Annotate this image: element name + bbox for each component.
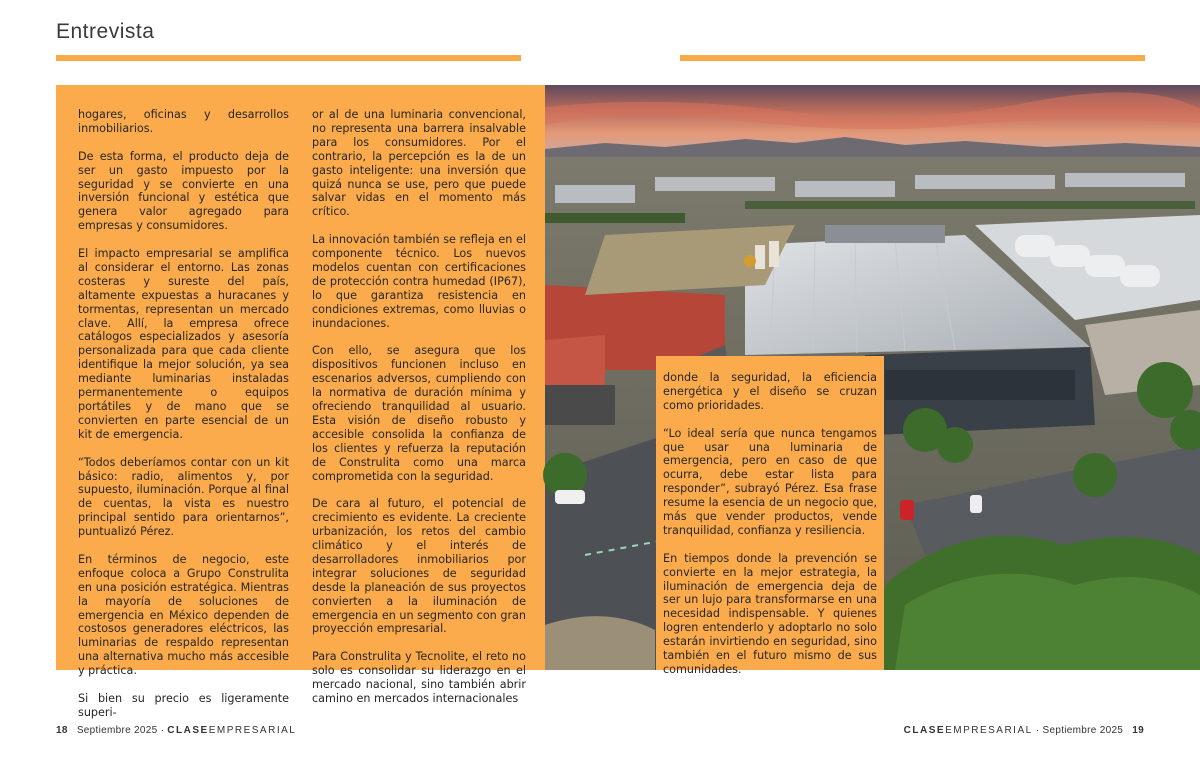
paragraph: En términos de negocio, este enfoque coloca a Grupo Construlita en una posición estratégica. Mientras la mayoría de soluciones de emergencia en México dependen de costosos generadores eléctricos, las luminarias de respaldo representan una alternativa mucho más accesible y práctica. <box>78 552 289 678</box>
paragraph: Para Construlita y Tecnolite, el reto no solo es consolidar su liderazgo en el mercado nacional, sino también abrir camino en mercados internacionales <box>312 650 526 705</box>
footer-brand: CLASEEMPRESARIAL <box>903 725 1033 736</box>
paragraph: En tiempos donde la prevención se convierte en la mejor estrategia, la iluminación de emergencia deja de ser un lujo para transformarse en una necesidad indispensable. Y quienes logren entenderlo y adoptarlo no solo estarán invirtiendo en seguridad, sino también en el futuro mismo de sus comunidades. <box>663 551 877 676</box>
page-number: 18 <box>56 725 68 736</box>
section-title: Entrevista <box>56 20 155 43</box>
paragraph: Si bien su precio es ligeramente superi- <box>78 691 289 719</box>
page-number: 19 <box>1132 725 1144 736</box>
header-rule-left <box>56 55 521 61</box>
paragraph: Con ello, se asegura que los dispositivos funcionen incluso en escenarios adversos, cumpliendo con la normativa de duración mínima y ofreciendo tranquilidad al usuario. Esta visión de diseño robusto y accesible consolida la confianza de los clientes y refuerza la reputación de Construlita como una marca comprometida con la seguridad. <box>312 344 526 483</box>
article-column-3 <box>663 371 877 676</box>
header-rule-right <box>680 55 1145 61</box>
paragraph: hogares, oficinas y desarrollos inmobiliarios. <box>78 108 289 135</box>
footer-brand: CLASEEMPRESARIAL <box>167 725 297 736</box>
paragraph: La innovación también se refleja en el componente técnico. Los nuevos modelos cuentan con certificaciones de protección contra humedad (IP67), lo que garantiza resistencia en condiciones extremas, como lluvias o inundaciones. <box>312 233 526 330</box>
paragraph: De cara al futuro, el potencial de crecimiento es evidente. La creciente urbanización, los retos del cambio climático y el interés de desarrolladores inmobiliarios por integrar soluciones de seguridad desde la planeación de sus proyectos convierten a la iluminación de emergencia en un segmento con gran proyección empresarial. <box>312 497 526 636</box>
footer-right <box>904 725 1144 736</box>
paragraph: or al de una luminaria convencional, no representa una barrera insalvable para los consumidores. Por el contrario, la percepción es la de un gasto inteligente: una inversión que quizá nunca se use, pero que puede salvar vidas en el momento más crítico. <box>312 108 526 219</box>
article-column-1 <box>78 108 289 719</box>
paragraph: “Lo ideal sería que nunca tengamos que usar una luminaria de emergencia, pero en caso de que ocurra, debe estar lista para responder”, subrayó Pérez. Esa frase resume la esencia de un negocio que, más que vender productos, vende tranquilidad, confianza y resiliencia. <box>663 426 877 537</box>
article-column-2 <box>312 108 526 705</box>
paragraph: donde la seguridad, la eficiencia energética y el diseño se cruzan como prioridades. <box>663 371 877 412</box>
footer-left <box>56 725 296 736</box>
footer-month: Septiembre 2025 · <box>76 725 165 736</box>
paragraph: El impacto empresarial se amplifica al considerar el entorno. Las zonas costeras y sureste del país, altamente expuestas a huracanes y tormentas, representan un mercado clave. Allí, la empresa ofrece catálogos especializados y asesoría personalizada para que cada cliente identifique la mejor solución, ya sea mediante luminarias instaladas permanentemente o equipos portátiles y de mano que se convierten en parte esencial de un kit de emergencia. <box>78 247 289 441</box>
footer-month: · Septiembre 2025 <box>1035 725 1124 736</box>
paragraph: “Todos deberíamos contar con un kit básico: radio, alimentos y, por supuesto, iluminación. Porque al final de cuentas, la vista es nuestro principal sentido para orientarnos”, puntualizó Pérez. <box>78 455 289 539</box>
paragraph: De esta forma, el producto deja de ser un gasto impuesto por la seguridad y se convierte en una inversión funcional y estética que genera valor agregado para empresas y consumidores. <box>78 149 289 233</box>
